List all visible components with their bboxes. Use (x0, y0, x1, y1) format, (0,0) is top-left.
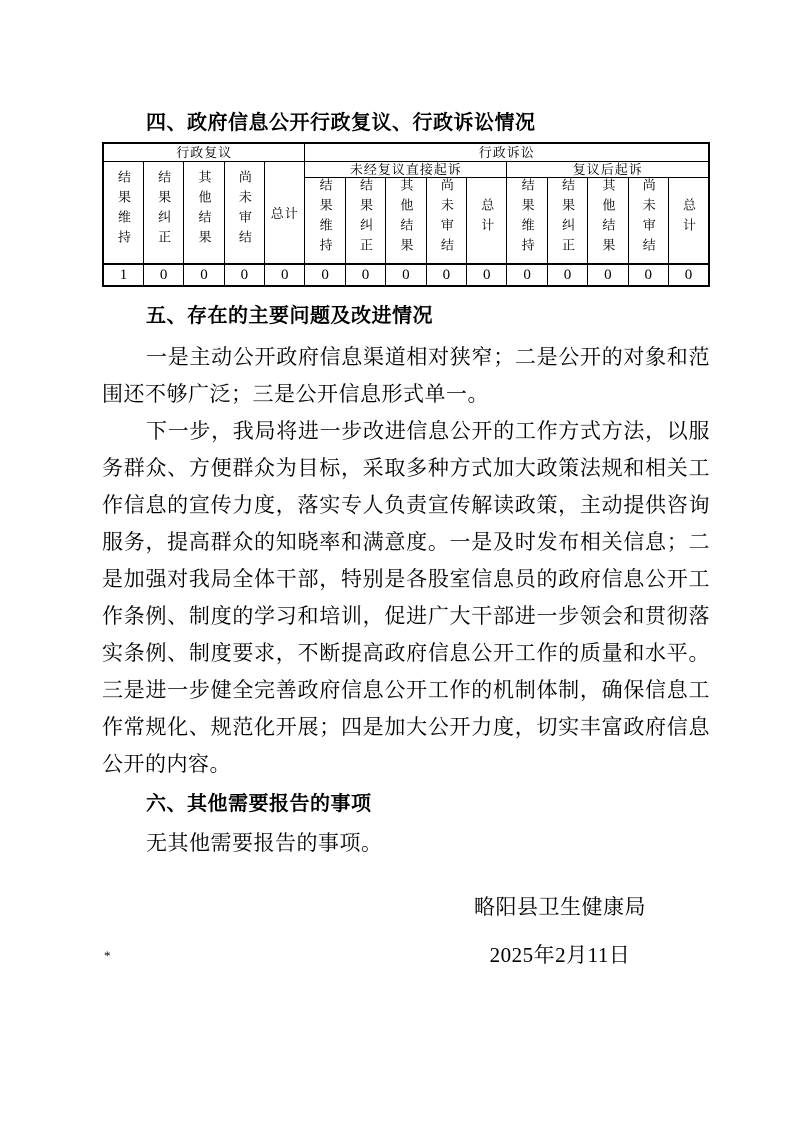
col-header-after-upheld (507, 178, 547, 265)
value-cell: 0 (507, 264, 547, 286)
group-header-after-review-suit: 复议后起诉 (507, 162, 709, 178)
section4-heading: 四、政府信息公开行政复议、行政诉讼情况 (146, 112, 536, 134)
section6-paragraph: 无其他需要报告的事项。 (146, 831, 383, 855)
value-cell: 0 (345, 264, 385, 286)
col-header-label: 尚未审结 (438, 178, 454, 258)
table-row (103, 162, 709, 178)
group-header-direct-suit: 未经复议直接起诉 (305, 162, 507, 178)
table-values-row (103, 264, 709, 286)
col-header-label: 总计 (680, 198, 696, 238)
group-header-review: 行政复议 (103, 143, 305, 162)
value-cell: 0 (184, 264, 224, 286)
value-cell: 0 (224, 264, 264, 286)
col-header-label: 结果纠正 (559, 178, 575, 258)
value-cell: 0 (265, 264, 305, 286)
section5-paragraph-1: 一是主动公开政府信息渠道相对狭窄；二是公开的对象和范围还不够广泛；三是公开信息形式单一。 (102, 345, 710, 406)
col-header-direct-total (467, 178, 507, 265)
col-header-review-total (265, 162, 305, 265)
col-header-label: 结果纠正 (358, 178, 374, 258)
value-cell: 1 (103, 264, 143, 286)
col-header-review-pending (224, 162, 264, 265)
value-cell: 0 (547, 264, 587, 286)
table-row (103, 143, 709, 162)
col-header-after-total (668, 178, 709, 265)
col-header-label: 结果维持 (519, 178, 535, 258)
col-header-label: 尚未审结 (640, 178, 656, 258)
value-cell: 0 (668, 264, 709, 286)
section5-paragraph-2: 下一步，我局将进一步改进信息公开的工作方式方法，以服务群众、方便群众为目标，采取多种方式加大政策法规和相关工作信息的宣传力度，落实专人负责宣传解读政策，主动提供咨询服务，提高群众的知晓率和满意度。一是及时发布相关信息；二是加强对我局全体干部，特别是各股室信息员的政府信息公开工作条例、制度的学习和培训，促进广大干部进一步领会和贯彻落实条例、制度要求，不断提高政府信息公开工作的质量和水平。三是进一步健全完善政府信息公开工作的机制体制，确保信息工作常规化、规范化开展；四是加大公开力度，切实丰富政府信息公开的内容。 (102, 419, 710, 776)
signature-date: 2025年2月11日 (489, 943, 631, 967)
col-header-review-other (184, 162, 224, 265)
col-header-direct-pending (426, 178, 466, 265)
section6-heading: 六、其他需要报告的事项 (146, 793, 372, 815)
col-header-direct-other (386, 178, 426, 265)
col-header-label: 结果维持 (317, 178, 333, 258)
value-cell: 0 (386, 264, 426, 286)
col-header-label: 其他结果 (196, 170, 212, 250)
col-header-label: 总计 (479, 198, 495, 238)
col-header-label: 结果维持 (115, 170, 131, 250)
signature-block (474, 892, 646, 970)
value-cell: 0 (467, 264, 507, 286)
col-header-after-corrected (547, 178, 587, 265)
col-header-after-pending (628, 178, 668, 265)
signature-organization: 略阳县卫生健康局 (474, 895, 646, 919)
col-header-label: 结果纠正 (156, 170, 172, 250)
value-cell: 0 (628, 264, 668, 286)
admin-review-litigation-table (102, 142, 710, 287)
col-header-label: 尚未审结 (236, 170, 252, 250)
col-header-direct-corrected (345, 178, 385, 265)
value-cell: 0 (143, 264, 183, 286)
col-header-review-corrected (143, 162, 183, 265)
group-header-litigation: 行政诉讼 (305, 143, 709, 162)
value-cell: 0 (426, 264, 466, 286)
col-header-label: 其他结果 (600, 178, 616, 258)
value-cell: 0 (588, 264, 628, 286)
col-header-after-other (588, 178, 628, 265)
col-header-label: 总计 (270, 205, 299, 221)
col-header-direct-upheld (305, 178, 345, 265)
value-cell: 0 (305, 264, 345, 286)
col-header-label: 其他结果 (398, 178, 414, 258)
footnote-asterisk: * (104, 948, 111, 963)
section5-heading: 五、存在的主要问题及改进情况 (146, 305, 433, 327)
col-header-review-upheld (103, 162, 143, 265)
